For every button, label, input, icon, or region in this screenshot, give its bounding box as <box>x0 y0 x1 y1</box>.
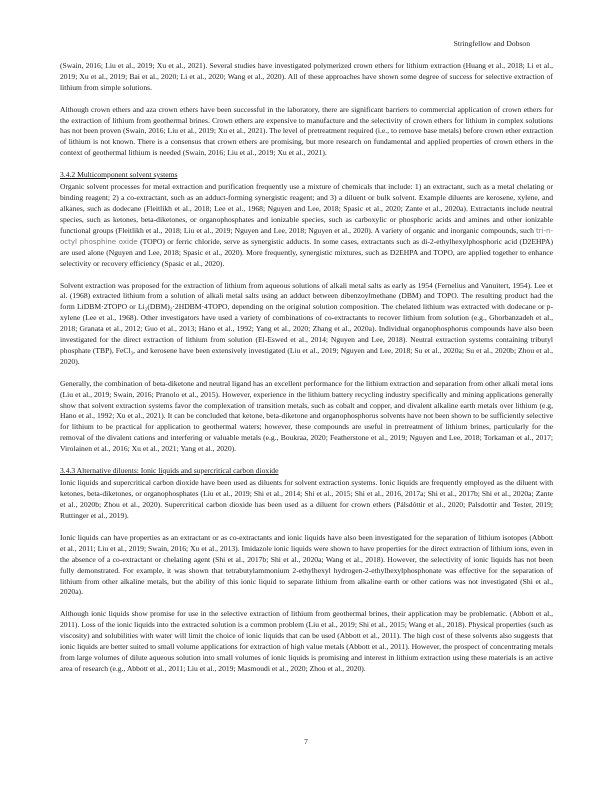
paragraph-organic-solvent-processes <box>60 182 553 269</box>
paragraph-gap <box>60 159 553 170</box>
running-header: Stringfellow and Dobson <box>453 39 530 48</box>
paragraph-gap <box>60 368 553 379</box>
section-heading-3-4-3: 3.4.3 Alternative diluents: Ionic liquids and supercritical carbon dioxide <box>60 465 279 475</box>
paragraph-beta-diketone-performance: Generally, the combination of beta-diketone and neutral ligand has an excellent performance for the lithium extraction and separation from other alkali metal ions (Liu et al., 2019; Swain, 2016; Pranolo et al., 2015). However, experience in the lithium battery recycling industry specifically and mining applications generally show that solvent extraction systems favor the complexation of transition metals, such as cobalt and copper, and divalent alkaline earth metals over lithium (e.g, Hano et al., 1992; Xu et al., 2021). It can be concluded that ketone, beta-diketone and organophosphorus solvents have not been shown to be sufficiently selective for lithium to be practical for application to geothermal waters; however, these compounds are useful in pretreatment of lithium brines, particularly for the removal of the divalent cations and interfering or valuable metals (e.g., Boukraa, 2020; Featherstone et al., 2019; Nguyen and Lee, 2018; Torkaman et al., 2017; Virolainen et al., 2016; Xu et al., 2021; Yang et al., 2020). <box>60 378 553 454</box>
paragraph-gap <box>60 598 553 609</box>
paragraph-solvent-extraction-history: Solvent extraction was proposed for the extraction of lithium from aqueous solutions of alkali metal salts as early as 1954 (Fernelius and Vanuitert, 1954). Lee et al. (1968) extracted lithium from a solution of alkali metal salts using an adduct between dibenzoylmethane (DBM) and TOPO. The resulting product had the form LiDBM·2TOPO or Li₂(DBM)₂·2HDBM·4TOPO, depending on the original solution composition. The chelated lithium was extracted with dodecane or p-xylene (Lee et al., 1968). Other investigators have used a variety of combinations of co-extractants to recover lithium from solution (e.g., Ghorbanzadeh et al., 2018; Granata et al., 2012; Guo et al., 2013; Hano et al., 1992; Yang et al., 2020; Zhang et al., 2020a). Individual organophosphorus compounds have also been investigated for the direct extraction of lithium from solution (El-Eswed et al., 2014; Nguyen and Lee, 2018). Neutral extraction systems containing tributyl phosphate (TBP), FeCl₃, and kerosene have been extensively investigated (Liu et al., 2019; Nguyen and Lee, 2018; Su et al., 2020a; Su et al., 2020b; Zhou et al., 2020). <box>60 280 553 366</box>
paragraph-ionic-liquids-extractants: Ionic liquids can have properties as an extractant or as co-extractants and ionic liquids have also been investigated for the separation of lithium isotopes (Abbott et al., 2011; Liu et al., 2019; Swain, 2016; Xu et al., 2013). Imidazole ionic liquids were shown to have properties for the direct extraction of lithium ions, even in the absence of a co-extractant or chelating agent (Shi et al., 2017b; Shi et al., 2020a; Wang et al., 2018). However, the selectivity of ionic liquids has not been fully demonstrated. For example, it was shown that tetrabutylammonium 2-ethylhexyl hydrogen-2-ethylhexylphosphonate was effective for the separation of lithium from other alkaline metals, but the ability of this ionic liquid to separate lithium from alkaline earth or other cations was not investigated (Shi et al., 2020a). <box>60 532 553 597</box>
paragraph-gap <box>60 94 553 105</box>
page-body <box>60 61 553 675</box>
paragraph-text: Organic solvent processes for metal extraction and purification frequently use a mixture of chemicals that include: 1) an extractant, such as a metal chelating or binding reagent; 2) a co-extractant, such as an adduct-forming synergistic reagent; and 3) a diluent or bulk solvent. Example diluents are kerosene, xylene, and alkanes, such as dodecane (Fleitlikh et al., 2018; Lee et al., 1968; Nguyen and Lee, 2018; Spasic et al., 2020; Zante et al., 2020a). Extractants include neutral species, such as ketones, beta-diketones, or organophosphates and ionizable species, such as carboxylic or phosphoric acids and amines and other ionizable functional groups (Fleitlikh et al., 2018; Liu et al., 2019; Nguyen and Lee, 2018; Nguyen et al., 2020). A variety of organic and inorganic compounds, such <box>60 182 553 236</box>
paragraph-text-topo: tri-n-octyl phosphine oxide <box>60 227 553 246</box>
paragraph-gap <box>60 522 553 533</box>
paragraph-gap <box>60 270 553 281</box>
paragraph-ionic-liquids-problems: Although ionic liquids show promise for use in the selective extraction of lithium from geothermal brines, their application may be problematic. (Abbott et al., 2011). Loss of the ionic liquids into the extracted solution is a common problem (Liu et al., 2019; Shi et al., 2015; Wang et al., 2018). Physical properties (such as viscosity) and solubilities with water will limit the choice of ionic liquids that can be used (Abbott et al., 2011). The high cost of these solvents also suggests that ionic liquids are better suited to small volume applications for extraction of high value metals (Abbott et al., 2011). However, the prospect of concentrating metals from large volumes of dilute aqueous solution into small volumes of ionic liquids is promising and interest in lithium extraction using these materials is an active area of research (e.g., Abbott et al., 2011; Liu et al., 2019; Masmoudi et al., 2020; Zhou et al., 2020). <box>60 609 553 673</box>
paragraph-ionic-liquids-diluents: Ionic liquids and supercritical carbon dioxide have been used as diluents for solvent extraction systems. Ionic liquids are frequently employed as the diluent with ketones, beta-diketones, or organophosphates (Liu et al., 2019; Shi et al., 2014; Shi et al., 2015; Shi et al., 2016, 2017a; Shi et al., 2017b; Shi et al., 2020a; Zante et al., 2020b; Zhou et al., 2020). Supercritical carbon dioxide has been used as a diluent for crown ethers (Pálsdóttir et al., 2020; Palsdottir and Tester, 2019; Ruttinger et al., 2019). <box>60 478 553 521</box>
paragraph-text: (TOPO) or ferric chloride, serve as synergistic adducts. In some cases, extractants such as di-2-ethylhexylphosphoric acid (D2EHPA) are used alone (Nguyen and Lee, 2018; Spasic et al., 2020). More frequently, synergistic mixtures, such as D2EHPA and TOPO, are applied together to enhance selectivity or recovery efficiency (Spasic et al., 2020). <box>60 236 554 268</box>
page-number: 7 <box>304 737 308 746</box>
paragraph-crown-ether-polymers: (Swain, 2016; Liu et al., 2019; Xu et al., 2021). Several studies have investigated polymerized crown ethers for lithium extraction (Huang et al., 2018; Li et al., 2019; Xu et al., 2019; Bai et al., 2020; Li et al., 2020; Wang et al., 2020). All of these approaches have shown some degree of success for selective extraction of lithium from simple solutions. <box>60 61 553 92</box>
section-heading-3-4-2: 3.4.2 Multicomponent solvent systems <box>60 170 178 180</box>
paragraph-gap <box>60 455 553 466</box>
paragraph-crown-ether-barriers: Although crown ethers and aza crown ethers have been successful in the laboratory, there are significant barriers to commercial application of crown ethers for the extraction of lithium from geothermal brines. Crown ethers are expensive to manufacture and the selectivity of crown ethers for lithium in complex solutions has not been proven (Swain, 2016; Liu et al., 2019; Xu et al., 2021). The level of pretreatment required (i.e., to remove base metals) before crown ether extraction of lithium is not known. There is a consensus that crown ethers are promising, but more research on fundamental and applied properties of crown ethers in the context of geothermal lithium is needed (Swain, 2016; Liu et al., 2019; Xu et al., 2021). <box>60 104 553 158</box>
